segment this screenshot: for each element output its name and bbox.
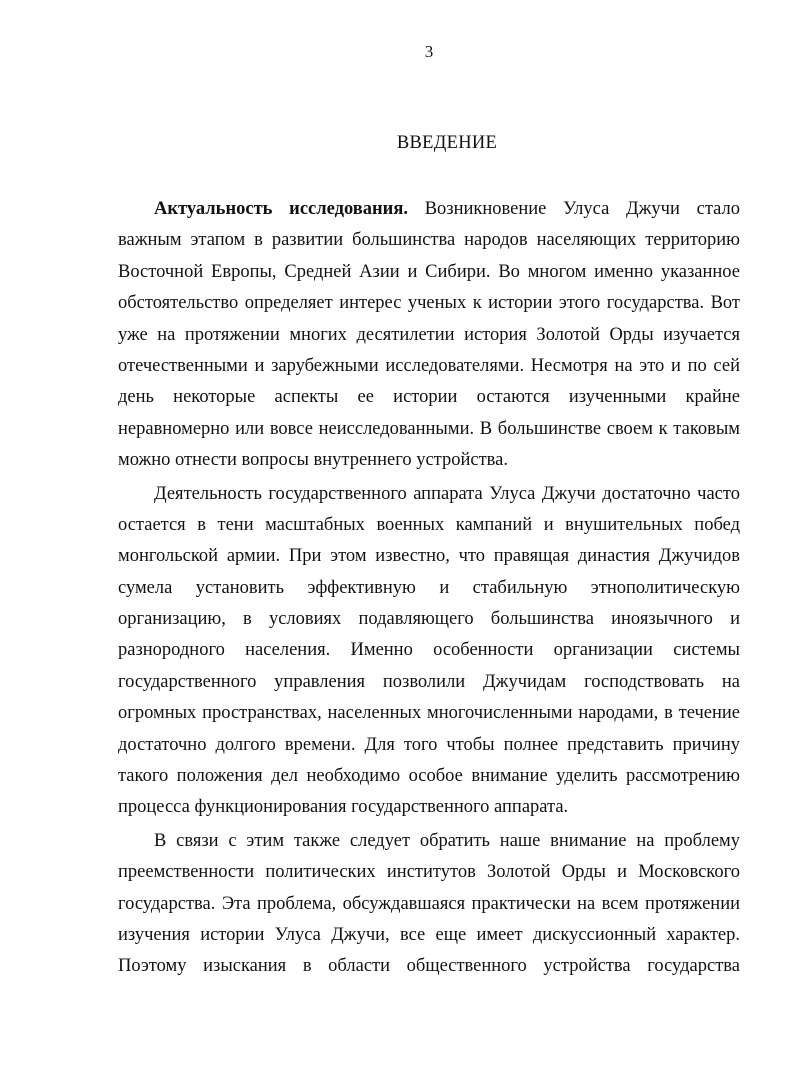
paragraph-1-line-1-text: Возникновение Улуса Джучи стало: [407, 199, 741, 219]
paragraph-2-line: государственного управления позволили Джучидам господствовать на: [118, 671, 740, 692]
paragraph-2-line: остается в тени масштабных военных кампаний и внушительных побед: [118, 514, 740, 535]
paragraph-1-line: Восточной Европы, Средней Азии и Сибири. Во многом именно указанное: [118, 261, 740, 282]
paragraph-2-line: монгольской армии. При этом известно, что правящая династия Джучидов: [118, 546, 740, 567]
paragraph-3-line: Поэтому изыскания в области общественного устройства государства: [118, 956, 740, 977]
paragraph-2-line: огромных пространствах, населенных многочисленными народами, в течение: [118, 703, 740, 724]
paragraph-2-line: Деятельность государственного аппарата Улуса Джучи достаточно часто: [154, 483, 740, 504]
body-text: [118, 194, 740, 983]
section-heading: ВВЕДЕНИЕ: [396, 133, 498, 153]
relevance-lead: Актуальность исследования.: [154, 199, 408, 219]
paragraph-3-line: государства. Эта проблема, обсуждавшаяся практически на всем протяжении: [118, 893, 740, 914]
paragraph-1-line: уже на протяжении многих десятилетии история Золотой Орды изучается: [118, 324, 740, 345]
paragraph-1-line: важным этапом в развитии большинства народов населяющих территорию: [118, 230, 740, 251]
paragraph-2-line: достаточно долгого времени. Для того чтобы полнее представить причину: [118, 734, 740, 755]
paragraph-2-line: организацию, в условиях подавляющего большинства иноязычного и: [118, 609, 740, 630]
paragraph-1-line: неравномерно или вовсе неисследованными. В большинстве своем к таковым: [118, 418, 740, 439]
paragraph-2-line: разнородного населения. Именно особенности организации системы: [118, 640, 740, 661]
paragraph-2-line: сумела установить эффективную и стабильную этнополитическую: [118, 577, 740, 598]
paragraph-2-line: процесса функционирования государственного аппарата.: [118, 797, 569, 818]
paragraph-3-line: преемственности политических институтов Золотой Орды и Московского: [118, 862, 740, 883]
paragraph-1-line: обстоятельство определяет интерес ученых к истории этого государства. Вот: [118, 293, 740, 314]
paragraph-1-line: отечественными и зарубежными исследователями. Несмотря на это и по сей: [118, 355, 740, 376]
paragraph-1-line: день некоторые аспекты ее истории остаются изученными крайне: [118, 387, 740, 408]
paragraph-2-line: такого положения дел необходимо особое внимание уделить рассмотрению: [118, 766, 740, 787]
paragraph-3-line: В связи с этим также следует обратить наше внимание на проблему: [154, 830, 740, 851]
paragraph-1-line-1: [118, 194, 740, 225]
page-number: 3: [424, 42, 434, 61]
paragraph-1-line: можно отнести вопросы внутреннего устройства.: [118, 450, 508, 471]
paragraph-3-line: изучения истории Улуса Джучи, все еще имеет дискуссионный характер.: [118, 924, 740, 945]
